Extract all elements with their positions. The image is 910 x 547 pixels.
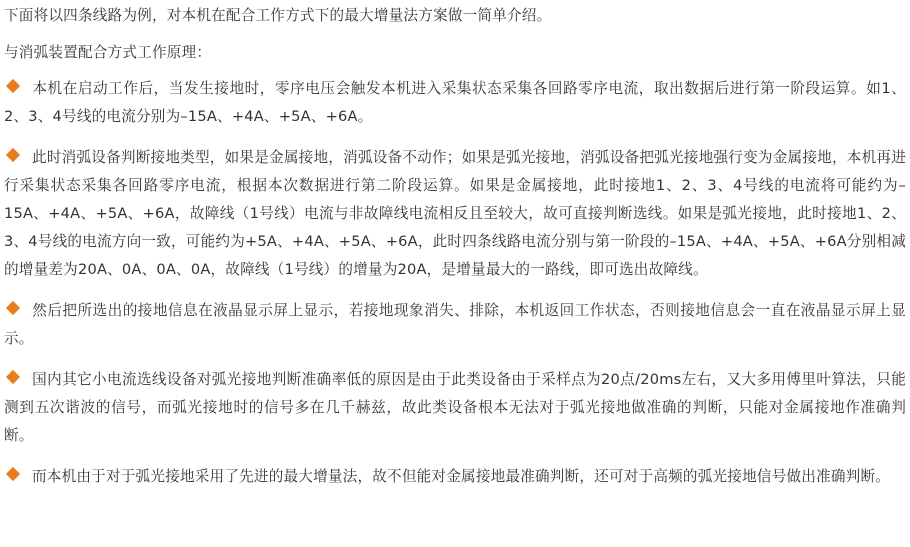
diamond-bullet-icon [6, 79, 20, 93]
intro-text: 下面将以四条线路为例，对本机在配合工作方式下的最大增量法方案做一简单介绍。 [4, 7, 552, 24]
paragraph-text: 此时消弧设备判断接地类型，如果是金属接地，消弧设备不动作；如果是弧光接地，消弧设备把弧光接地强行变为金属接地，本机再进行采集状态采集各回路零序电流，根据本次数据进行第二阶段运算。如果是金属接地，此时接地1、2、3、4号线的电流将可能约为–15A、+4A、+5A、+6A，故障线（1号线）电流与非故障线电流相反且至较大，故可直接判断选线。如果是弧光接地，此时接地1、2、3、4号线的电流方向一致，可能约为+5A、+4A、+5A、+6A，此时四条线路电流分别与第一阶段的–15A、+4A、+5A、+6A分别相减的增量差为20A、0A、0A、0A，故障线（1号线）的增量为20A，是增量最大的一路线，即可选出故障线。 [4, 149, 906, 278]
diamond-bullet-icon [6, 301, 20, 315]
paragraph-text: 本机在启动工作后，当发生接地时，零序电压会触发本机进入采集状态采集各回路零序电流，取出数据后进行第一阶段运算。如1、2、3、4号线的电流分别为–15A、+4A、+5A、+6A。 [4, 80, 906, 125]
diamond-bullet-icon [6, 148, 20, 162]
paragraph-max-increment [4, 463, 906, 491]
paragraph-text: 而本机由于对于弧光接地采用了先进的最大增量法，故不但能对金属接地最准确判断，还可对于高频的弧光接地信号做出准确判断。 [32, 468, 891, 485]
paragraph-text: 然后把所选出的接地信息在液晶显示屏上显示，若接地现象消失、排除，本机返回工作状态，否则接地信息会一直在液晶显示屏上显示。 [4, 302, 906, 347]
diamond-bullet-icon [6, 370, 20, 384]
document-body [4, 0, 906, 504]
paragraph-text: 国内其它小电流选线设备对弧光接地判断准确率低的原因是由于此类设备由于采样点为20点/20ms左右，又大多用傅里叶算法，只能测到五次谐波的信号，而弧光接地时的信号多在几千赫兹，故此类设备根本无法对于弧光接地做准确的判断，只能对金属接地作准确判断。 [4, 371, 906, 444]
principle-heading: 与消弧装置配合方式工作原理： [4, 44, 212, 61]
paragraph-domestic-devices [4, 366, 906, 450]
diamond-bullet-icon [6, 467, 20, 481]
paragraph-startup [4, 75, 906, 131]
paragraph-arc-detection [4, 144, 906, 284]
paragraph-display [4, 297, 906, 353]
